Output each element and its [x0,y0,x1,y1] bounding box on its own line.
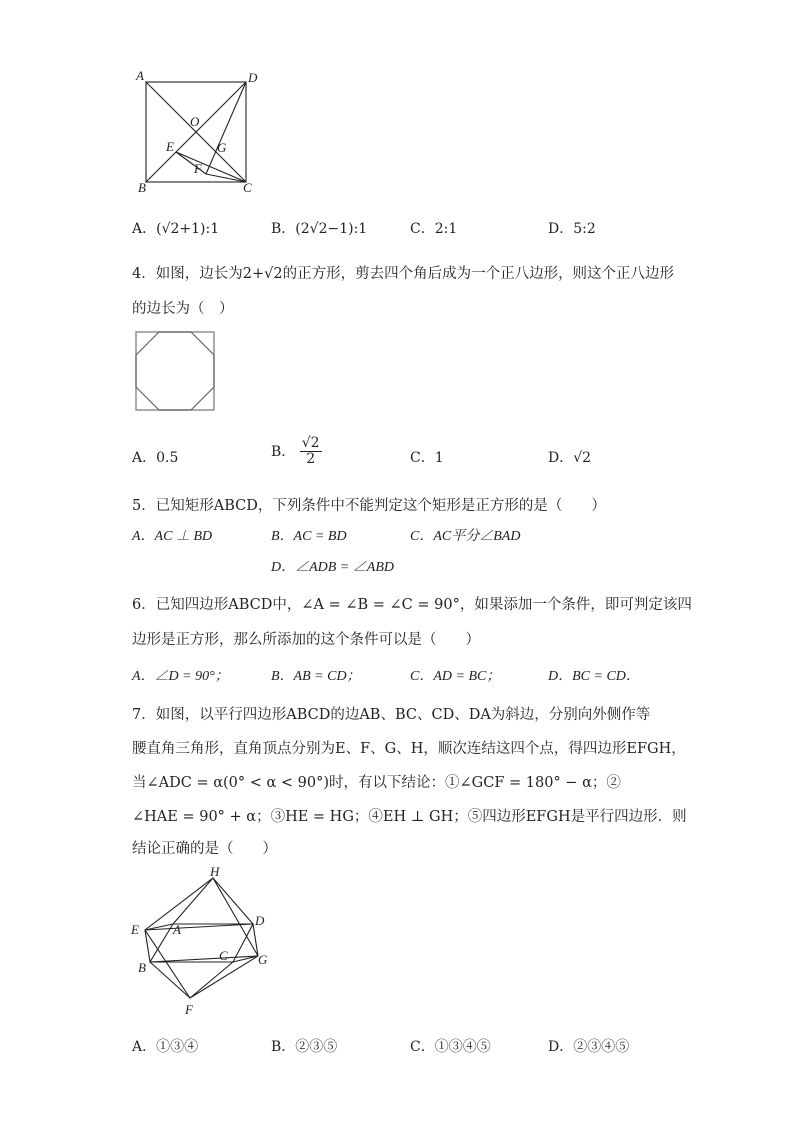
figure-octagon [130,326,220,416]
label-E: E [166,139,174,154]
label-C: C [219,948,228,963]
label-B: B [138,960,146,975]
label-G: G [217,140,227,155]
q4-option-c[interactable]: C．1 [410,450,444,466]
q7-stem-line4: ∠HAE = 90° + α；③HE = HG；④EH ⊥ GH；⑤四边形EFGH是平行四边形．则 [132,809,687,825]
q6-stem-line2: 边形是正方形，那么所添加的这个条件可以是（ ） [132,632,480,648]
label-C: C [243,180,252,195]
q4-stem-line1: 4．如图，边长为2+√2的正方形，剪去四个角后成为一个正八边形，则这个正八边形 [132,266,675,282]
q7-option-d[interactable]: D．②③④⑤ [548,1039,630,1055]
q4-option-a[interactable]: A．0.5 [132,450,179,466]
label-E: E [131,922,139,937]
q6-option-d[interactable]: D．BC = CD． [548,669,640,684]
label-H: H [210,866,220,879]
label-D: D [248,70,258,85]
q6-stem-line1: 6．已知四边形ABCD中，∠A = ∠B = ∠C = 90°，如果添加一个条件，即可判定该四 [132,597,692,613]
q7-option-a[interactable]: A．①③④ [132,1039,199,1055]
label-G: G [258,952,268,967]
q3-option-d[interactable]: D．5:2 [548,221,596,237]
q4-option-b-fraction [300,436,322,468]
q3-option-c[interactable]: C．2:1 [410,221,458,237]
q5-option-c[interactable]: C．AC平分∠BAD [410,529,521,544]
q7-option-b[interactable]: B．②③⑤ [271,1039,338,1055]
q4-option-b-label: B． [271,443,296,460]
q7-stem-line3: 当∠ADC = α(0° < α < 90°)时，有以下结论：①∠GCF = 180° − α；② [132,775,621,791]
q5-option-a[interactable]: A．AC ⊥ BD [132,529,213,544]
figure-square-abcd [130,68,260,198]
q5-option-d[interactable]: D．∠ADB = ∠ABD [271,560,394,575]
label-D: D [255,913,265,928]
q4-option-d[interactable]: D．√2 [548,450,592,466]
label-A: A [173,922,181,937]
q6-option-c[interactable]: C．AD = BC； [410,669,501,684]
figure-parallelogram-efgh [128,866,278,1021]
label-A: A [136,68,144,83]
label-F: F [194,161,202,176]
q5-option-b[interactable]: B．AC = BD [271,529,347,544]
q4-stem-line2: 的边长为（ ） [132,301,234,317]
label-F: F [185,1002,193,1017]
q4-option-b[interactable] [271,436,322,468]
label-O: O [190,114,200,129]
q7-stem-line5: 结论正确的是（ ） [132,841,277,857]
q3-option-b[interactable]: B．(2√2−1):1 [271,221,368,237]
q7-stem-line1: 7．如图，以平行四边形ABCD的边AB、BC、CD、DA为斜边，分别向外侧作等 [132,707,651,723]
label-B: B [138,180,146,195]
fraction-denominator: 2 [306,451,316,468]
fraction-numerator: √2 [301,435,320,451]
q3-option-a[interactable]: A．(√2+1):1 [132,221,220,237]
q7-stem-line2: 腰直角三角形，直角顶点分别为E、F、G、H，顺次连结这四个点，得四边形EFGH， [132,741,686,757]
q7-option-c[interactable]: C．①③④⑤ [410,1039,491,1055]
q6-option-b[interactable]: B．AB = CD； [271,669,361,684]
q5-stem: 5．已知矩形ABCD，下列条件中不能判定这个矩形是正方形的是（ ） [132,498,606,514]
q6-option-a[interactable]: A．∠D = 90°； [132,669,229,684]
